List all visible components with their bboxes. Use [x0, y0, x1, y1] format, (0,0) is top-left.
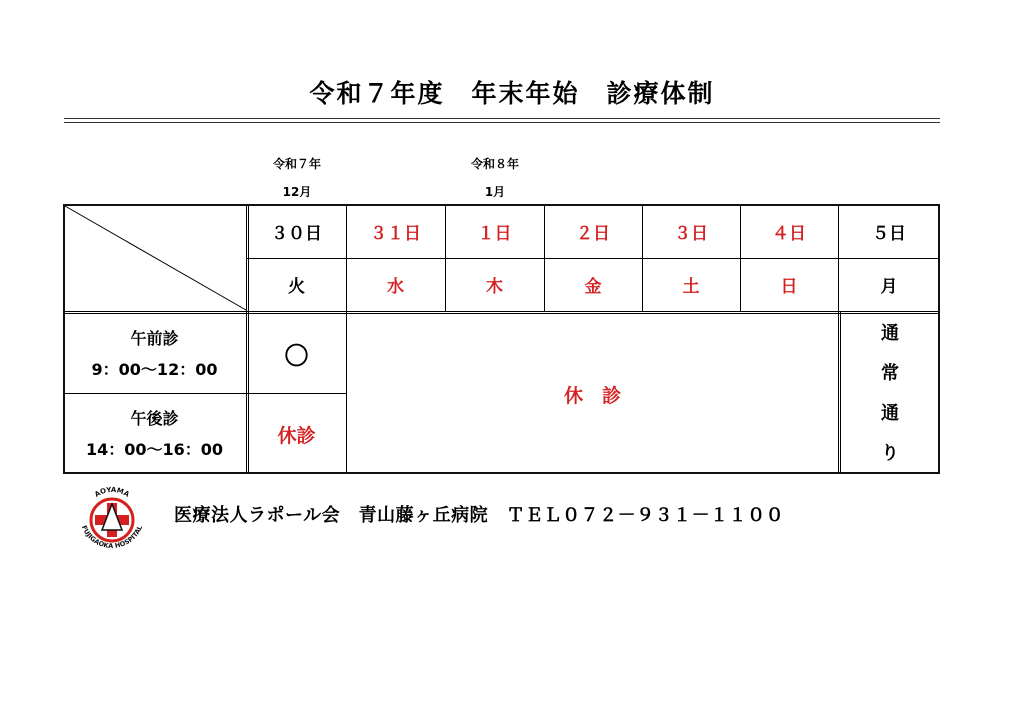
date-cell: ３１日 [370, 223, 421, 244]
date-cell: ５日 [872, 223, 906, 244]
weekday-cell: 日 [780, 277, 798, 297]
regular-char: り [881, 443, 899, 464]
session-name: 午前診 [130, 328, 179, 348]
logo-bottom-text: FUJIGAOKA HOSPITAL [79, 524, 145, 551]
session-time: 9：00～12：00 [91, 359, 218, 379]
status-regular-cell [840, 314, 940, 474]
date-cell: １日 [477, 223, 512, 244]
date-cell: ４日 [772, 223, 806, 244]
title-rule-top [64, 118, 940, 119]
session-name: 午後診 [130, 409, 179, 428]
weekday-cell: 月 [880, 277, 898, 297]
schedule-table [63, 204, 940, 474]
session-morning-label [63, 314, 246, 393]
era-month: 1月 [484, 185, 506, 199]
title-rule-bottom [64, 122, 940, 123]
status-closed-span: 休 診 [563, 384, 621, 407]
hospital-contact: 医療法人ラポール会 青山藤ヶ丘病院 ＴＥＬ０７２－９３１－１１００ [174, 505, 785, 526]
weekday-cell: 水 [387, 277, 404, 297]
page-title: 令和７年度 年末年始 診療体制 [309, 79, 715, 108]
date-cell: ３０日 [271, 223, 322, 244]
regular-char: 通 [881, 323, 899, 344]
regular-char: 常 [881, 363, 899, 384]
era-label-2026 [445, 150, 545, 206]
era-label-2025 [247, 150, 347, 206]
weekday-cell: 木 [486, 277, 503, 297]
date-cell: ２日 [576, 223, 610, 244]
status-open-cell: 〇 [284, 342, 309, 370]
era-month: 12月 [282, 185, 312, 199]
date-cell: ３日 [674, 223, 708, 244]
session-time: 14：00～16：00 [85, 440, 224, 459]
session-afternoon-label [63, 394, 246, 474]
weekday-cell: 土 [682, 277, 700, 297]
regular-char: 通 [881, 403, 899, 424]
era-year: 令和７年 [272, 157, 321, 171]
weekday-cell: 火 [288, 277, 305, 297]
hospital-logo [74, 482, 150, 554]
logo-top-text: AOYAMA [93, 485, 131, 499]
era-year: 令和８年 [470, 157, 519, 171]
weekday-cell: 金 [584, 277, 602, 297]
status-closed-cell: 休診 [277, 424, 316, 447]
